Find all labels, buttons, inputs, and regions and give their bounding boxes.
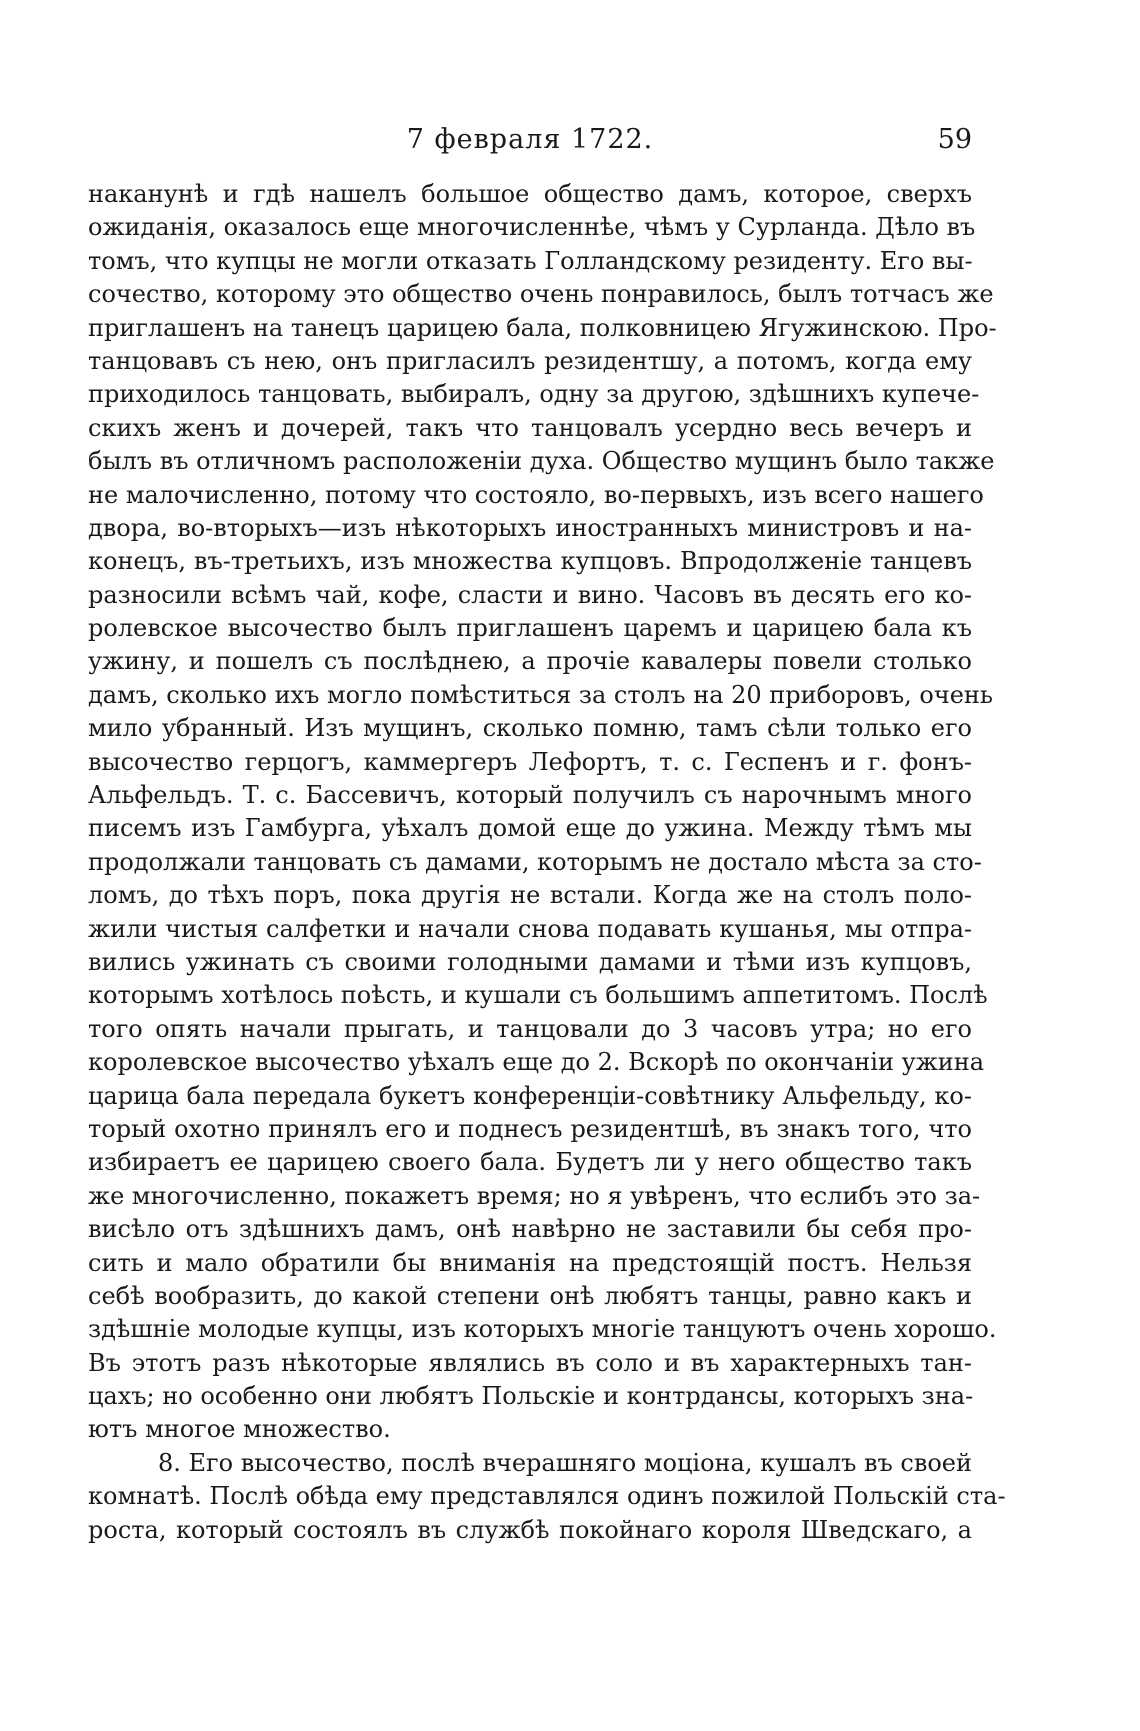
body-text xyxy=(88,178,1006,1547)
text-line: того опять начали прыгать, и танцовали до 3 часовъ утра; но его xyxy=(88,1014,972,1043)
text-line: торый охотно принялъ его и поднесъ резидентшѣ, въ знакъ того, что xyxy=(88,1114,972,1143)
text-line: продолжали танцовать съ дамами, которымъ не достало мѣста за сто- xyxy=(88,847,982,876)
text-line: вились ужинать съ своими голодными дамами и тѣми изъ купцовъ, xyxy=(88,947,972,976)
text-line: сочество, которому это общество очень понравилось, былъ тотчасъ же xyxy=(88,280,994,309)
text-line: не малочисленно, потому что состояло, во-первыхъ, изъ всего нашего xyxy=(88,480,984,509)
text-line: томъ, что купцы не могли отказать Голландскому резиденту. Его вы- xyxy=(88,246,973,275)
text-line: высочество герцогъ, каммергеръ Лефортъ, т. с. Геспенъ и г. фонъ- xyxy=(88,747,972,776)
text-line: мило убранный. Изъ мущинъ, сколько помню, тамъ сѣли только его xyxy=(88,714,972,743)
text-line: скихъ женъ и дочерей, такъ что танцовалъ усердно весь вечеръ и xyxy=(88,413,972,442)
text-line: наканунѣ и гдѣ нашелъ большое общество дамъ, которое, сверхъ xyxy=(88,180,972,208)
text-line: роста, который состоялъ въ службѣ покойнаго короля Шведскаго, а xyxy=(88,1515,972,1544)
text-line: ломъ, до тѣхъ поръ, пока другія не встали. Когда же на столъ поло- xyxy=(88,881,972,910)
text-line: себѣ вообразить, до какой степени онѣ любятъ танцы, равно какъ и xyxy=(88,1281,972,1310)
text-line: ужину, и пошелъ съ послѣднею, а прочіе кавалеры повели столько xyxy=(88,647,972,676)
text-line: комнатѣ. Послѣ обѣда ему представлялся одинъ пожилой Польскій ста- xyxy=(88,1482,1006,1511)
text-line: королевское высочество уѣхалъ еще до 2. Вскорѣ по окончаніи ужина xyxy=(88,1048,985,1077)
page-number: 59 xyxy=(937,124,972,155)
text-line: писемъ изъ Гамбурга, уѣхалъ домой еще до ужина. Между тѣмъ мы xyxy=(88,814,972,843)
text-line: былъ въ отличномъ расположеніи духа. Общество мущинъ было также xyxy=(88,447,995,476)
text-line: же многочисленно, покажетъ время; но я увѣренъ, что еслибъ это за- xyxy=(88,1181,981,1210)
text-line: разносили всѣмъ чай, кофе, сласти и вино. Часовъ въ десять его ко- xyxy=(88,580,972,609)
text-line: 8. Его высочество, послѣ вчерашняго моціона, кушалъ въ своей xyxy=(158,1448,972,1477)
text-line: царица бала передала букетъ конференціи-совѣтнику Альфельду, ко- xyxy=(88,1081,972,1110)
text-line: ютъ многое множество. xyxy=(88,1415,391,1444)
text-line: ожиданія, оказалось еще многочисленнѣе, чѣмъ у Сурланда. Дѣло въ xyxy=(88,213,976,242)
text-line: двора, во-вторыхъ—изъ нѣкоторыхъ иностранныхъ министровъ и на- xyxy=(88,513,972,542)
text-line: танцовавъ съ нею, онъ пригласилъ резидентшу, а потомъ, когда ему xyxy=(88,346,972,375)
text-line: которымъ хотѣлось поѣсть, и кушали съ большимъ аппетитомъ. Послѣ xyxy=(88,981,988,1010)
text-line: избираетъ ее царицею своего бала. Будетъ ли у него общество такъ xyxy=(88,1148,972,1177)
text-line: сить и мало обратили бы вниманія на предстоящій постъ. Нельзя xyxy=(88,1248,972,1277)
text-line: жили чистыя салфетки и начали снова подавать кушанья, мы отпра- xyxy=(88,914,972,943)
text-line: дамъ, сколько ихъ могло помѣститься за столъ на 20 приборовъ, очень xyxy=(88,680,993,709)
text-line: приходилось танцовать, выбиралъ, одну за другою, здѣшнихъ купече- xyxy=(88,380,980,409)
text-line: висѣло отъ здѣшнихъ дамъ, онѣ навѣрно не заставили бы себя про- xyxy=(88,1215,972,1244)
text-line: конецъ, въ-третьихъ, изъ множества купцовъ. Впродолженіе танцевъ xyxy=(88,547,972,576)
text-line: ролевское высочество былъ приглашенъ царемъ и царицею бала къ xyxy=(88,614,972,643)
text-line: Въ этотъ разъ нѣкоторые являлись въ соло и въ характерныхъ тан- xyxy=(88,1348,972,1377)
page-title: 7 февраля 1722. xyxy=(406,124,654,155)
text-line: цахъ; но особенно они любятъ Польскіе и контрдансы, которыхъ зна- xyxy=(88,1382,974,1411)
text-line: Альфельдъ. Т. с. Бассевичъ, который получилъ съ нарочнымъ много xyxy=(88,781,972,810)
text-line: приглашенъ на танецъ царицею бала, полковницею Ягужинскою. Про- xyxy=(88,313,997,342)
page-header xyxy=(88,124,972,164)
text-line: здѣшніе молодые купцы, изъ которыхъ многіе танцуютъ очень хорошо. xyxy=(88,1315,997,1344)
